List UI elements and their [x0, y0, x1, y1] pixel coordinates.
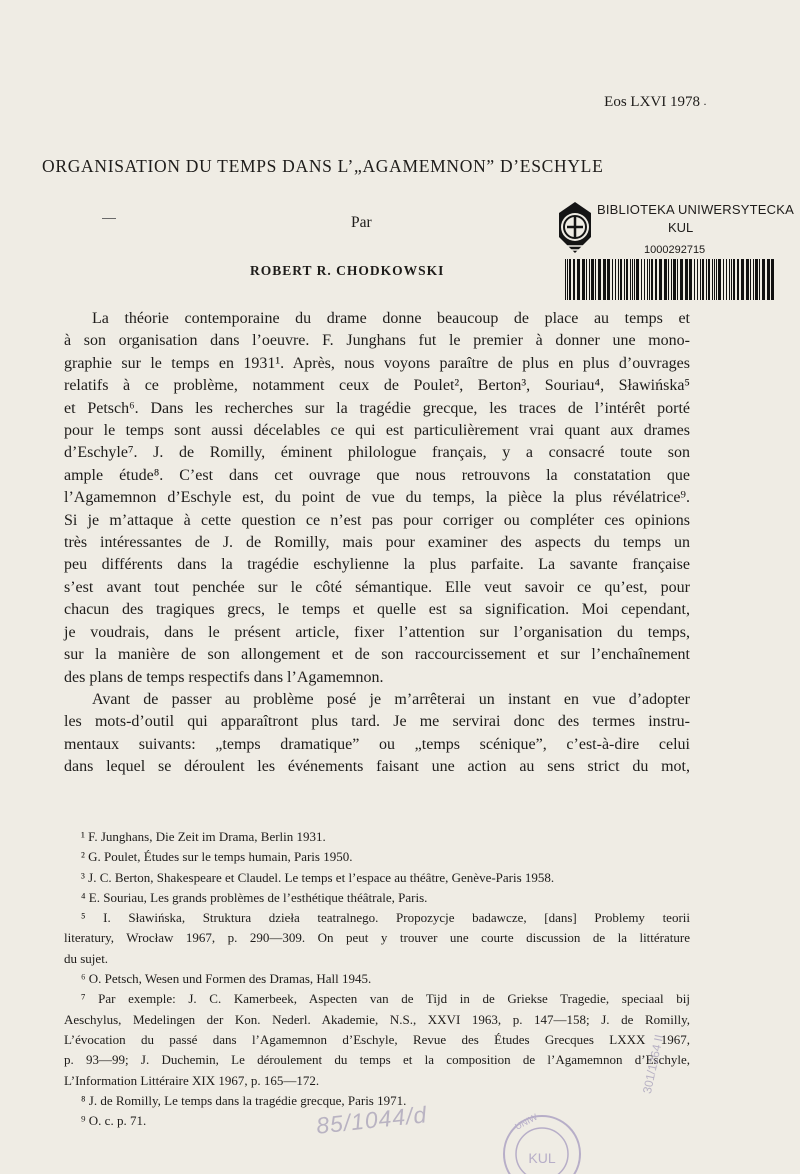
barcode-bar	[729, 259, 730, 300]
footnote-line: ¹ F. Junghans, Die Zeit im Drama, Berlin 1931.	[81, 829, 326, 844]
barcode-bar	[700, 259, 701, 300]
footnote-line: ⁹ O. c. p. 71.	[81, 1113, 147, 1129]
library-name-second-line: KUL	[668, 220, 694, 235]
footnote-line: ⁴ E. Souriau, Les grands problèmes de l’esthétique théâtrale, Paris.	[81, 889, 428, 905]
barcode-bar	[598, 259, 601, 300]
barcode-bar	[726, 259, 727, 300]
article-body	[64, 308, 690, 779]
barcode-bar	[595, 259, 596, 300]
body-line: je voudrais, dans le présent article, fixer l’attention sur l’organisation du temps,	[64, 623, 690, 641]
barcode-bar	[589, 259, 590, 300]
barcode-bar	[569, 259, 571, 300]
barcode-bar	[618, 259, 619, 300]
body-line: et Petsch⁶. Dans les recherches sur la tragédie grecque, les traces de l’intérêt porté	[64, 399, 690, 417]
barcode-bar	[565, 259, 566, 300]
barcode-bar	[680, 259, 683, 300]
body-line: s’est avant tout penchée sur le côté sémantique. Elle veut savoir ce qu’est, pour	[64, 578, 690, 596]
barcode-bar	[644, 259, 645, 300]
barcode-bar	[620, 259, 622, 300]
barcode-bar	[746, 259, 749, 300]
body-line: Si je m’attaque à cette question ce n’est pas pour corriger ou compléter ces opinions	[64, 511, 690, 529]
body-line: très intéressantes de J. de Romilly, mais pour examiner des aspects du temps un	[64, 534, 690, 552]
barcode-bar	[762, 259, 765, 300]
svg-text:UNIW: UNIW	[513, 1111, 540, 1132]
barcode-bar	[685, 259, 688, 300]
barcode-bar	[649, 259, 650, 300]
barcode-bar	[694, 259, 695, 300]
svg-text:KUL: KUL	[528, 1150, 556, 1166]
handwritten-number: 85/1044/d	[314, 1101, 429, 1139]
body-line: Avant de passer au problème posé je m’arrêterai un instant en vue d’adopter	[92, 690, 690, 708]
barcode-bar	[603, 259, 606, 300]
barcode-bar	[673, 259, 676, 300]
barcode-bar	[697, 259, 698, 300]
barcode-bar	[702, 259, 704, 300]
barcode-bar	[718, 259, 721, 300]
footnote-line: ⁶ O. Petsch, Wesen und Formen des Dramas, Hall 1945.	[81, 971, 372, 987]
barcode-bar	[567, 259, 568, 300]
barcode-bar	[607, 259, 610, 300]
barcode-bar	[741, 259, 744, 300]
barcode-bar	[755, 259, 758, 300]
footnote-line: ³ J. C. Berton, Shakespeare et Claudel. Le temps et l’espace au théâtre, Genève-Paris 1958.	[81, 869, 555, 885]
barcode-bar	[615, 259, 616, 300]
barcode-bar	[737, 259, 739, 300]
barcode-bar	[630, 259, 631, 300]
footnote-line: ⁸ J. de Romilly, Le temps dans la tragédie grecque, Paris 1971.	[81, 1092, 407, 1108]
barcode-bar	[714, 259, 715, 300]
body-line: à son organisation dans l’oeuvre. F. Junghans fut le premier à donner une mono-	[64, 332, 690, 350]
body-line: chacun des tragiques grecs, le temps et quelle est sa signification. Moi cependant,	[64, 601, 690, 619]
barcode-bar	[750, 259, 751, 300]
library-seal-icon	[555, 200, 595, 255]
footnote-line: L’Information Littéraire XIX 1967, p. 165—172.	[64, 1072, 320, 1088]
barcode-bar	[689, 259, 692, 300]
barcode-bar	[771, 259, 774, 300]
body-line: ample étude⁸. C’est dans cet ouvrage que nous retrouvons la constatation que	[64, 466, 690, 484]
barcode-bar	[733, 259, 735, 300]
barcode-bar	[632, 259, 633, 300]
footnote-line: ⁷ Par exemple: J. C. Kamerbeek, Aspecten van de Tijd in de Griekse Tragedie, speciaal bij	[81, 991, 690, 1007]
body-line: les mots-d’outil qui apparaîtront plus tard. Je me servirai donc des termes instru-	[64, 713, 690, 731]
barcode-bar	[591, 259, 594, 300]
barcode-bar	[573, 259, 575, 300]
barcode-graphic	[565, 259, 775, 300]
body-line: pour le temps sont aussi décelables ce qui est particulièrement vrai quant aux drames	[64, 422, 690, 440]
barcode-bar	[731, 259, 732, 300]
barcode-bar	[582, 259, 585, 300]
body-line: l’Agamemnon d’Eschyle est, du point de vue du temps, la pièce la plus révélatrice⁹.	[64, 489, 690, 507]
body-line: sur la manière de son allongement et de son raccourcissement et sur l’enchaînement	[64, 646, 690, 664]
author-name: ROBERT R. CHODKOWSKI	[250, 263, 445, 278]
barcode-bar	[677, 259, 678, 300]
barcode-bar	[759, 259, 760, 300]
body-line: La théorie contemporaine du drame donne beaucoup de place au temps et	[92, 310, 690, 327]
library-label	[552, 195, 794, 307]
footnote-line: p. 93—99; J. Duchemin, Le déroulement du temps et la composition de l’Agamemnon d’Eschyle,	[64, 1052, 690, 1068]
footnote-line: du sujet.	[64, 950, 109, 966]
body-line: des plans de temps respectifs dans l’Agamemnon.	[64, 668, 384, 686]
barcode-bar	[706, 259, 707, 300]
page-mark: ·	[703, 97, 707, 111]
journal-reference: Eos LXVI 1978	[604, 94, 700, 110]
article-title: ORGANISATION DU TEMPS DANS L’„AGAMEMNON” D’ESCHYLE	[42, 156, 604, 176]
body-line: d’Eschyle⁷. J. de Romilly, éminent philologue français, y a consacré toute son	[64, 444, 690, 462]
barcode-bar	[708, 259, 710, 300]
barcode-bar	[624, 259, 625, 300]
byline: Par	[351, 214, 372, 231]
barcode-bar	[651, 259, 653, 300]
body-line: graphie sur le temps en 1931¹. Après, nous voyons paraître de plus en plus d’ouvrages	[64, 354, 690, 372]
accession-number: 1000292715	[644, 244, 706, 256]
barcode-bar	[641, 259, 642, 300]
barcode-bar	[626, 259, 628, 300]
footnote-line: ⁵ I. Sławińska, Struktura dzieła teatralnego. Propozycje badawcze, [dans] Problemy teorii	[81, 910, 690, 926]
barcode-bar	[767, 259, 770, 300]
barcode-bar	[716, 259, 717, 300]
body-line: mentaux suivants: „temps dramatique” ou „temps scénique”, c’est-à-dire celui	[64, 735, 690, 753]
barcode-bar	[647, 259, 648, 300]
barcode-bar	[634, 259, 635, 300]
barcode-bar	[668, 259, 669, 300]
barcode-bar	[577, 259, 580, 300]
barcode-bar	[671, 259, 672, 300]
library-round-stamp-icon	[497, 1109, 587, 1174]
footnotes	[64, 827, 690, 1131]
footnote-line: ² G. Poulet, Études sur le temps humain, Paris 1950.	[81, 849, 353, 865]
call-number-stamp: 301/1264 II	[640, 1033, 667, 1095]
barcode-bar	[586, 259, 587, 300]
body-line: peu différents dans la tragédie eschylienne la plus parfaite. La savante française	[64, 556, 690, 574]
barcode-bar	[723, 259, 724, 300]
barcode-bar	[712, 259, 713, 300]
barcode-bar	[664, 259, 667, 300]
footnote-line: literatury, Wrocław 1967, p. 290—309. On peut y trouver une courte discussion de la littérature	[64, 930, 690, 946]
barcode-bar	[612, 259, 613, 300]
barcode-bar	[655, 259, 657, 300]
barcode-bar	[753, 259, 754, 300]
body-line: relatifs à ce problème, notamment ceux de Poulet², Berton³, Souriau⁴, Sławińska⁵	[64, 377, 690, 395]
footnote-line: Aeschylus, Medelingen der Kon. Nederl. Akademie, N.S., XXVI 1963, p. 147—158; J. de Romilly,	[64, 1011, 690, 1027]
footnote-line: L’évocation du passé dans l’Agamemnon d’Eschyle, Revue des Études Grecques LXXX 1967,	[64, 1031, 690, 1047]
margin-dash	[102, 218, 116, 219]
barcode-bar	[636, 259, 639, 300]
library-name: BIBLIOTEKA UNIWERSYTECKA	[597, 202, 794, 217]
body-line: dans lequel se déroulent les événements faisant une action au sens strict du mot,	[64, 758, 690, 776]
barcode-bar	[659, 259, 662, 300]
